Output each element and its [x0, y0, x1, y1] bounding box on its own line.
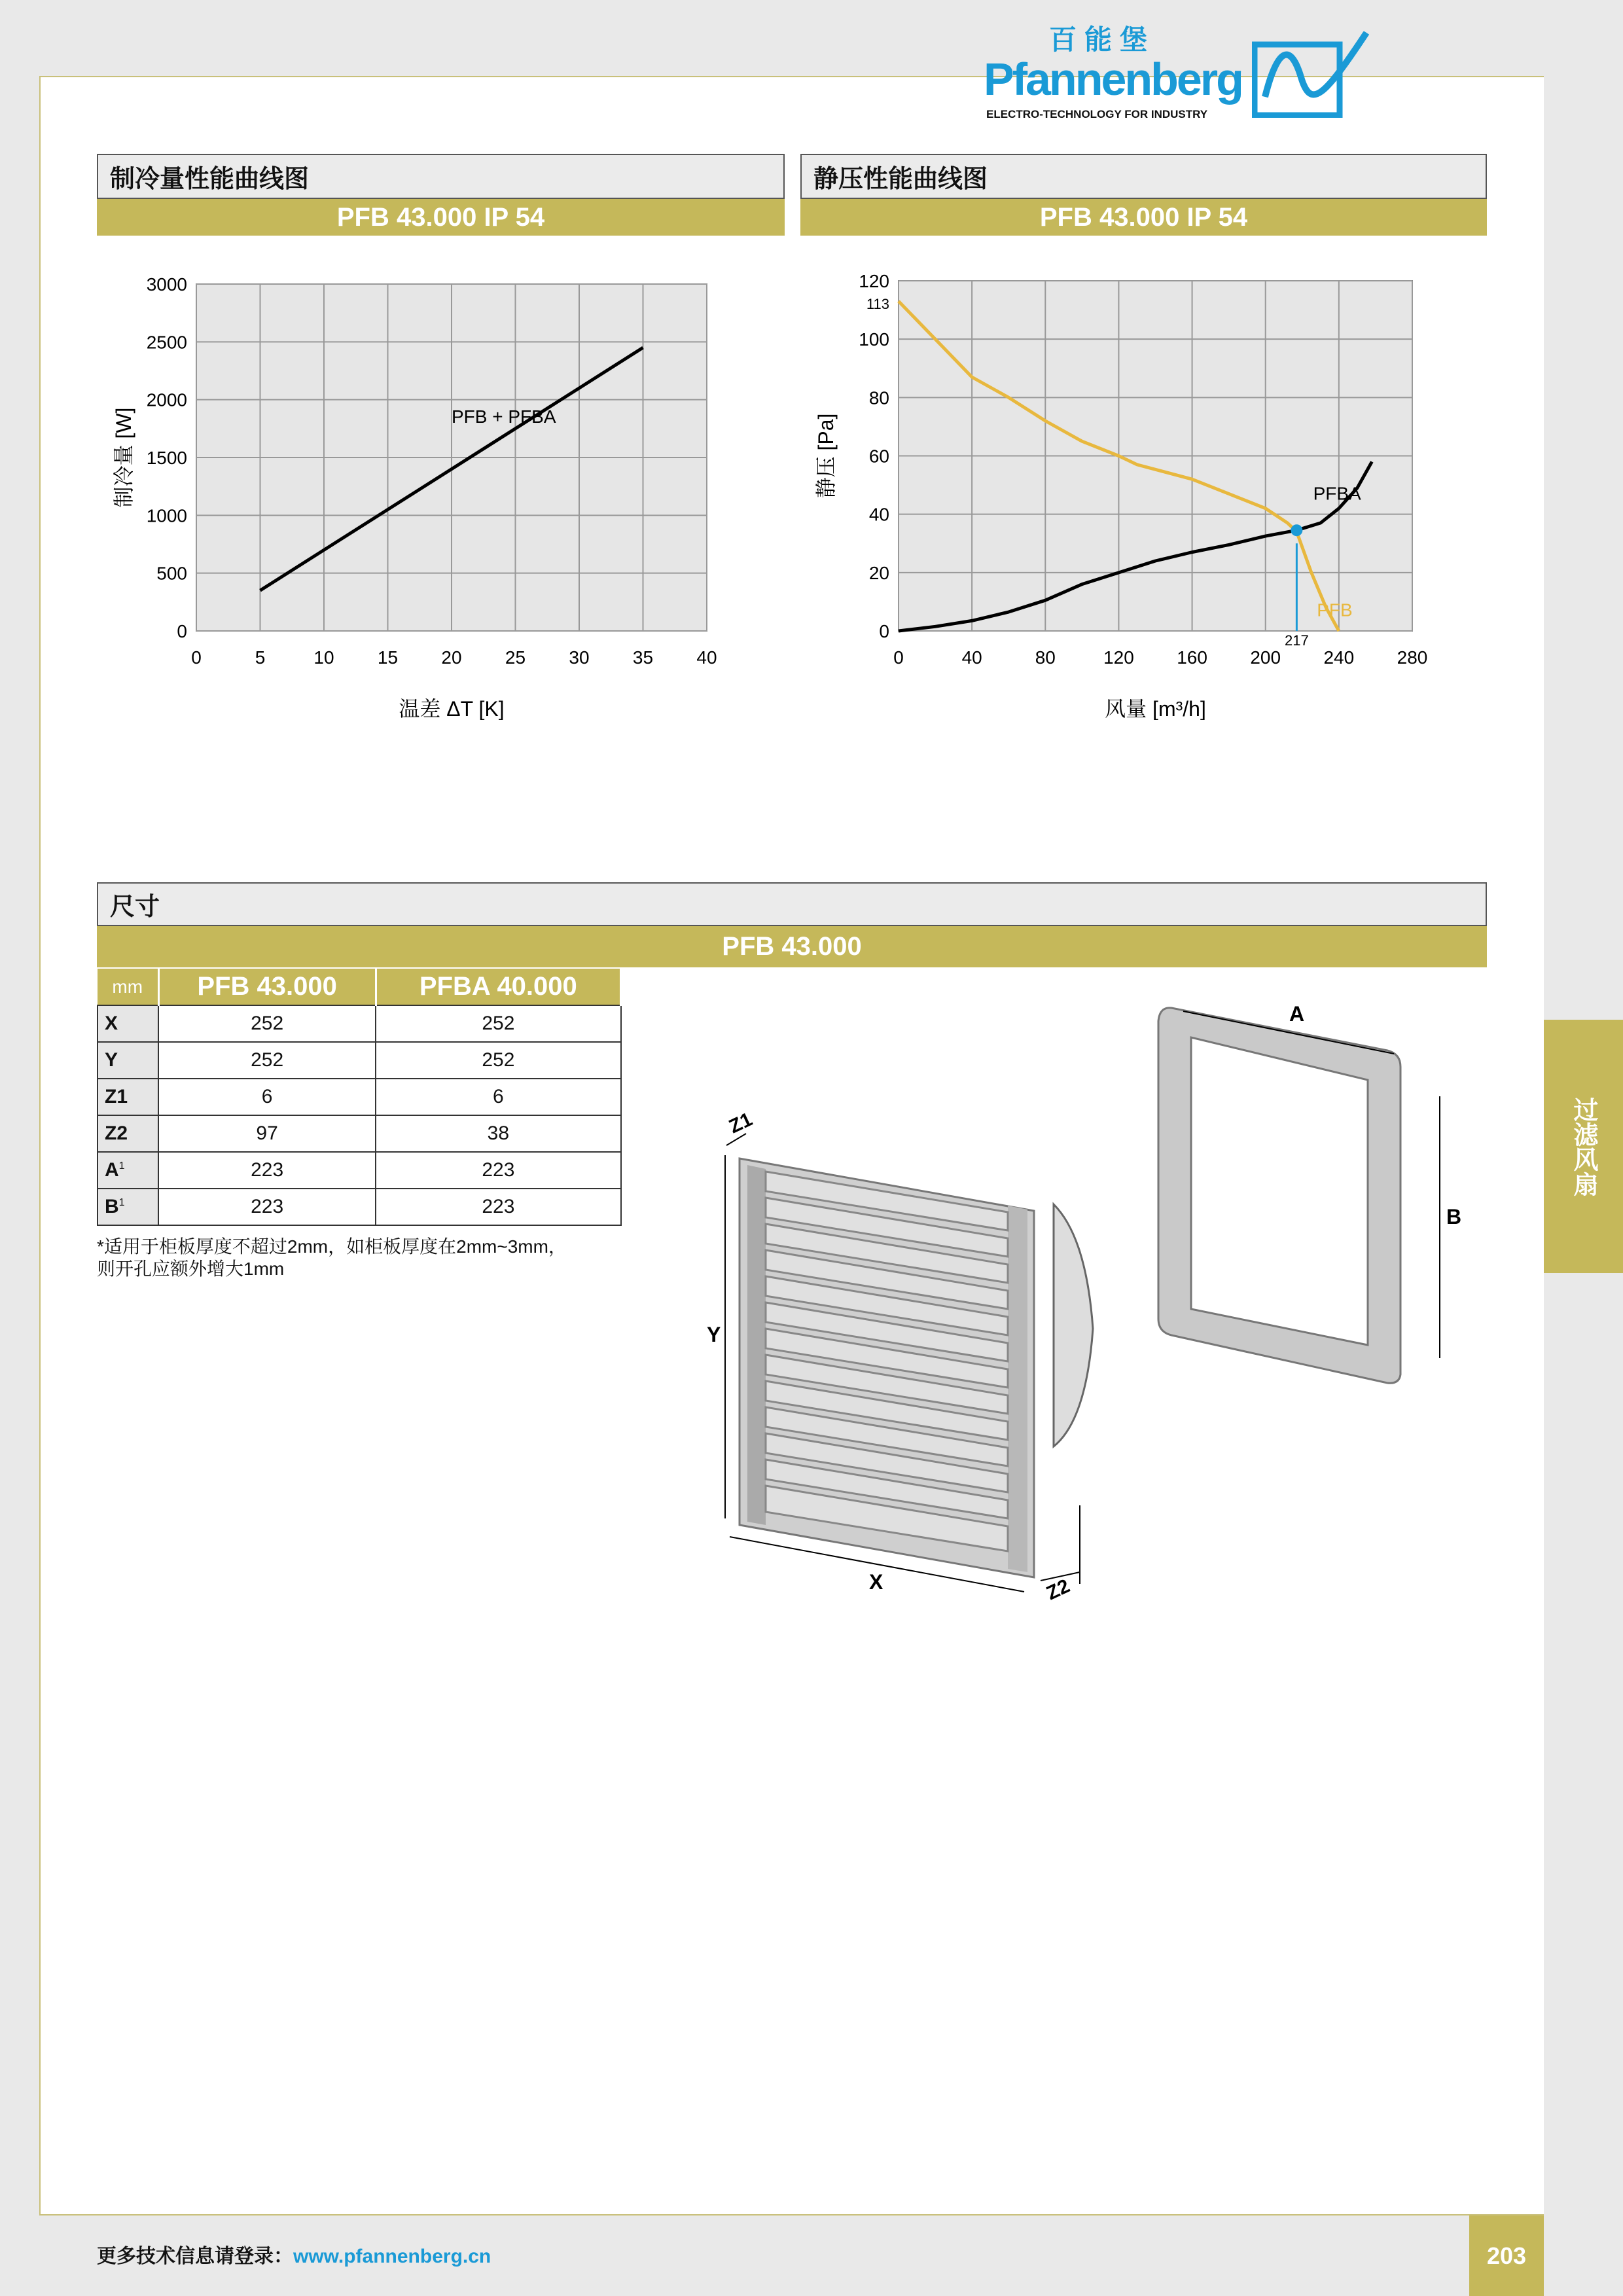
x-axis-label: 温差 ΔT [K] [399, 697, 505, 720]
x-tick-label: 40 [696, 647, 717, 668]
y-axis-label: 制冷量 [W] [112, 407, 135, 508]
y-axis-label: 静压 [Pa] [814, 413, 838, 499]
cell-value: 252 [158, 1042, 376, 1079]
dim-label-z1: Z1 [726, 1108, 756, 1138]
dimensions-table [97, 969, 622, 1226]
row-label-text: B [105, 1196, 119, 1217]
logo-tagline: ELECTRO-TECHNOLOGY FOR INDUSTRY [986, 108, 1208, 120]
x-tick-label: 25 [505, 647, 526, 668]
operating-point [1291, 524, 1302, 536]
cell-value: 6 [158, 1079, 376, 1115]
y-tick-label: 2000 [146, 389, 187, 410]
dim-label-x: X [869, 1570, 883, 1594]
x-tick-label: 15 [377, 647, 399, 668]
x-tick-label: 10 [313, 647, 334, 668]
x-tick-label: 200 [1250, 647, 1281, 668]
table-row [98, 1005, 621, 1042]
cutout-frame-drawing [1152, 988, 1466, 1394]
cell-value: 97 [158, 1115, 376, 1152]
y-tick-label: 20 [868, 562, 889, 583]
series-label: PFB + PFBA [452, 406, 556, 427]
y-tick-label: 0 [879, 621, 889, 641]
cooling-chart-title: 制冷量性能曲线图 [97, 154, 785, 199]
x-tick-label: 240 [1323, 647, 1355, 668]
cell-value: 38 [376, 1115, 620, 1152]
footnote-marker: 1 [118, 1160, 125, 1172]
static-pressure-chart [795, 262, 1450, 720]
cell-value: 223 [158, 1152, 376, 1189]
row-label: Y [98, 1042, 158, 1079]
dimensions-title: 尺寸 [97, 882, 1487, 926]
cell-value: 252 [158, 1005, 376, 1042]
footer-text: 更多技术信息请登录： [97, 2246, 293, 2267]
dim-label-y: Y [707, 1323, 721, 1346]
x-tick-label: 280 [1397, 647, 1428, 668]
row-label: X [98, 1005, 158, 1042]
cell-value: 223 [376, 1189, 620, 1225]
y-tick-label: 3000 [146, 274, 187, 295]
pressure-chart-title: 静压性能曲线图 [800, 154, 1487, 199]
col-header-pfba: PFBA 40.000 [376, 969, 620, 1005]
logo-brand: Pfannenberg [984, 54, 1242, 105]
logo-mark-icon [1252, 31, 1370, 118]
x-tick-label: 20 [441, 647, 462, 668]
y-tick-label: 80 [868, 387, 889, 408]
cooling-capacity-chart [92, 262, 746, 720]
footnote-line1: *适用于柜板厚度不超过2mm，如柜板厚度在2mm~3mm， [97, 1236, 567, 1257]
footnote [97, 1236, 567, 1280]
row-label-text: A [105, 1159, 119, 1181]
dim-label-a: A [1289, 1002, 1305, 1026]
footer-url-link[interactable]: www.pfannenberg.cn [293, 2246, 491, 2267]
y-tick-label: 1500 [146, 448, 187, 468]
dim-label-b: B [1446, 1205, 1462, 1229]
x-tick-label: 5 [255, 647, 266, 668]
x-tick-label: 40 [961, 647, 982, 668]
cell-value: 252 [376, 1042, 620, 1079]
x-tick-label: 30 [569, 647, 590, 668]
table-row [98, 1042, 621, 1079]
y-tick-label: 2500 [146, 332, 187, 353]
pfannenberg-logo [984, 26, 1376, 124]
col-header-unit: mm [98, 969, 158, 1005]
cell-value: 252 [376, 1005, 620, 1042]
cell-value: 6 [376, 1079, 620, 1115]
dimensions-subtitle: PFB 43.000 [97, 926, 1487, 967]
pressure-chart-subtitle: PFB 43.000 IP 54 [800, 199, 1487, 236]
cell-value: 223 [158, 1189, 376, 1225]
x-axis-label: 风量 [m³/h] [1105, 697, 1206, 720]
cooling-chart-subtitle: PFB 43.000 IP 54 [97, 199, 785, 236]
y-marker-label: 113 [866, 296, 889, 313]
footer [97, 2240, 491, 2269]
footnote-line2: 则开孔应额外增大1mm [97, 1259, 285, 1279]
table-row [98, 1189, 621, 1225]
series-label-pfba: PFBA [1313, 483, 1361, 504]
row-label [98, 1189, 158, 1225]
cell-value: 223 [376, 1152, 620, 1189]
row-label: Z1 [98, 1079, 158, 1115]
y-tick-label: 40 [868, 504, 889, 525]
y-tick-label: 60 [868, 446, 889, 467]
series-label-pfb: PFB [1317, 600, 1353, 620]
fan-drawing [694, 1100, 1099, 1610]
table-row [98, 1079, 621, 1115]
y-tick-label: 0 [177, 621, 187, 641]
page-number: 203 [1469, 2215, 1544, 2296]
row-label [98, 1152, 158, 1189]
row-label: Z2 [98, 1115, 158, 1152]
x-tick-label: 0 [191, 647, 202, 668]
x-tick-label: 120 [1103, 647, 1134, 668]
x-marker-label: 217 [1285, 632, 1309, 649]
logo-chinese: 百能堡 [1049, 24, 1156, 55]
table-row [98, 1152, 621, 1189]
dim-label-z2: Z2 [1043, 1575, 1073, 1605]
footnote-marker: 1 [118, 1197, 125, 1208]
x-tick-label: 0 [893, 647, 904, 668]
x-tick-label: 35 [632, 647, 654, 668]
y-tick-label: 1000 [146, 505, 187, 526]
y-tick-label: 500 [156, 563, 187, 584]
x-tick-label: 160 [1177, 647, 1207, 668]
col-header-pfb: PFB 43.000 [158, 969, 376, 1005]
table-row [98, 1115, 621, 1152]
y-tick-label: 120 [859, 271, 889, 291]
section-tab-filter-fans[interactable]: 过滤风扇 [1544, 1020, 1623, 1273]
y-tick-label: 100 [859, 329, 889, 350]
x-tick-label: 80 [1035, 647, 1056, 668]
